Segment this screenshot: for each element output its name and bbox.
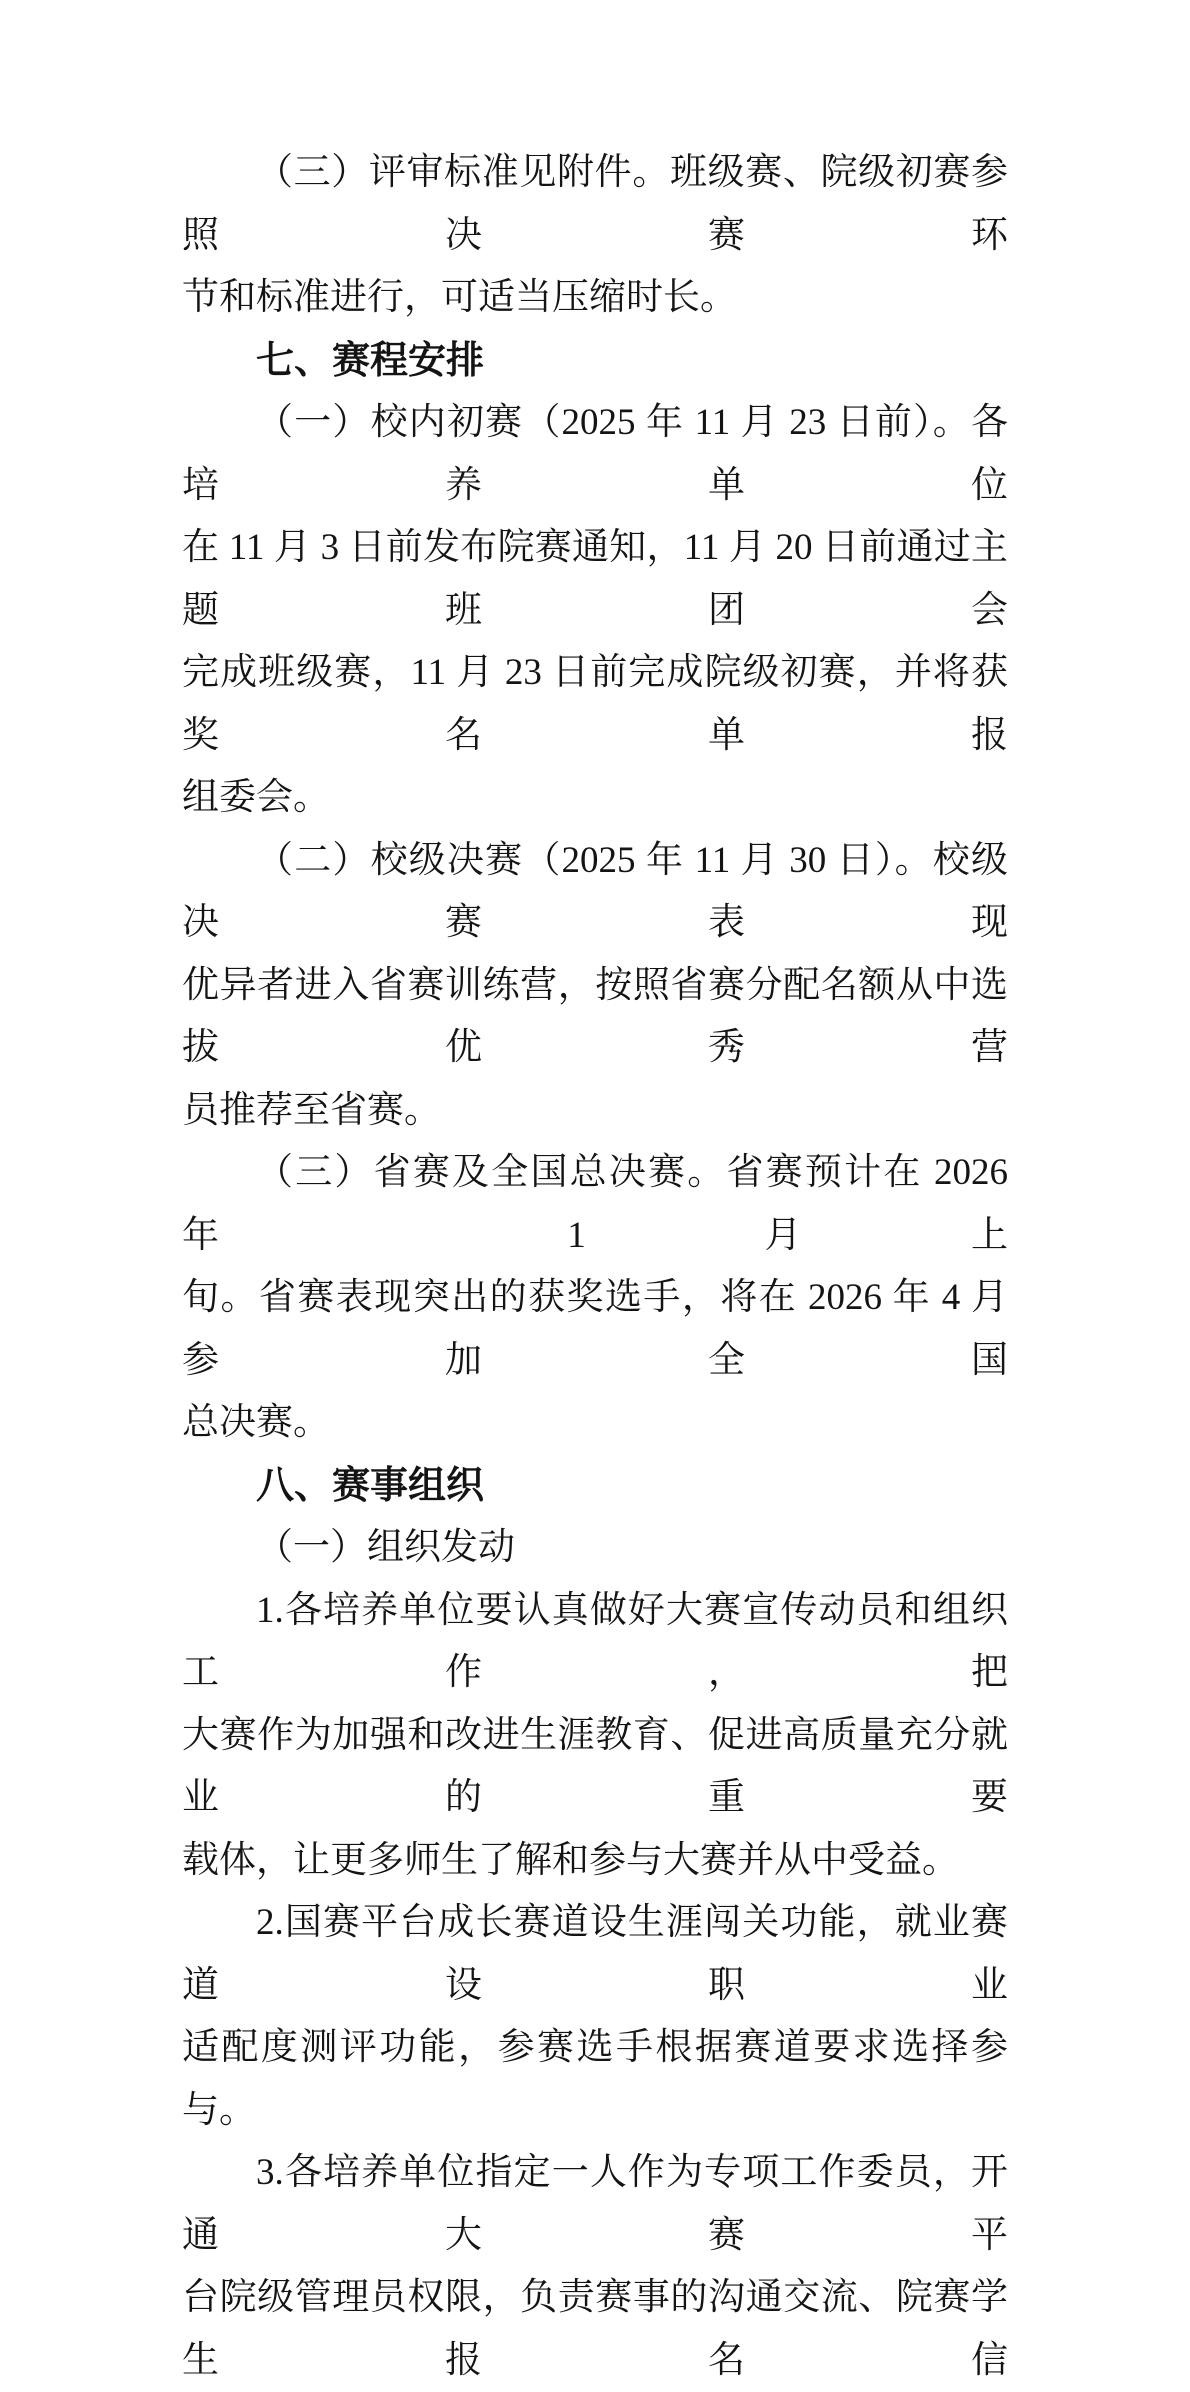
text-line: （三）省赛及全国总决赛。省赛预计在 2026 年 1 月上 [182,1152,1008,1256]
text-line: 七、赛程安排 [256,339,485,382]
paragraph [182,830,1008,1143]
text-line: （三）评审标准见附件。班级赛、院级初赛参照决赛环 [182,152,1008,256]
text-line: （一）校内初赛（2025 年 11 月 23 日前）。各培养单位 [182,402,1008,506]
text-line: （二）校级决赛（2025 年 11 月 30 日）。校级决赛表现 [182,839,1008,943]
text-line: 2.国赛平台成长赛道设生涯闯关功能，就业赛道设职业 [182,1902,1008,2006]
text-line: 台院级管理员权限，负责赛事的沟通交流、院赛学生报名信 [182,2277,1008,2381]
text-line: 总决赛。 [182,1402,330,1443]
text-line: 节和标准进行，可适当压缩时长。 [182,277,737,318]
text-line: 3.各培养单位指定一人作为专项工作委员，开通大赛平 [182,2152,1008,2256]
paragraph [182,1892,1008,2142]
document-body [182,142,1008,2392]
paragraph [182,2142,1008,2392]
text-line: （一）组织发动 [256,1527,515,1568]
text-line: 八、赛事组织 [256,1464,485,1507]
paragraph [182,142,1008,330]
text-line: 组委会。 [182,777,330,818]
text-line: 完成班级赛，11 月 23 日前完成院级初赛，并将获奖名单报 [182,652,1008,756]
paragraph [182,392,1008,830]
text-line: 1.各培养单位要认真做好大赛宣传动员和组织工作，把 [182,1589,1008,1693]
text-line: 大赛作为加强和改进生涯教育、促进高质量充分就业的重要 [182,1714,1008,1818]
text-line: 载体，让更多师生了解和参与大赛并从中受益。 [182,1839,959,1881]
paragraph [182,1580,1008,1893]
text-line: 在 11 月 3 日前发布院赛通知，11 月 20 日前通过主题班团会 [182,527,1008,631]
section-heading [182,330,1008,393]
paragraph [182,1517,1008,1580]
text-line: 员推荐至省赛。 [182,1089,441,1131]
section-heading [182,1455,1008,1518]
paragraph [182,1142,1008,1455]
text-line: 优异者进入省赛训练营，按照省赛分配名额从中选拔优秀营 [182,964,1008,1068]
text-line: 适配度测评功能，参赛选手根据赛道要求选择参与。 [182,2027,1008,2131]
text-line: 旬。省赛表现突出的获奖选手，将在 2026 年 4 月参加全国 [182,1277,1008,1381]
